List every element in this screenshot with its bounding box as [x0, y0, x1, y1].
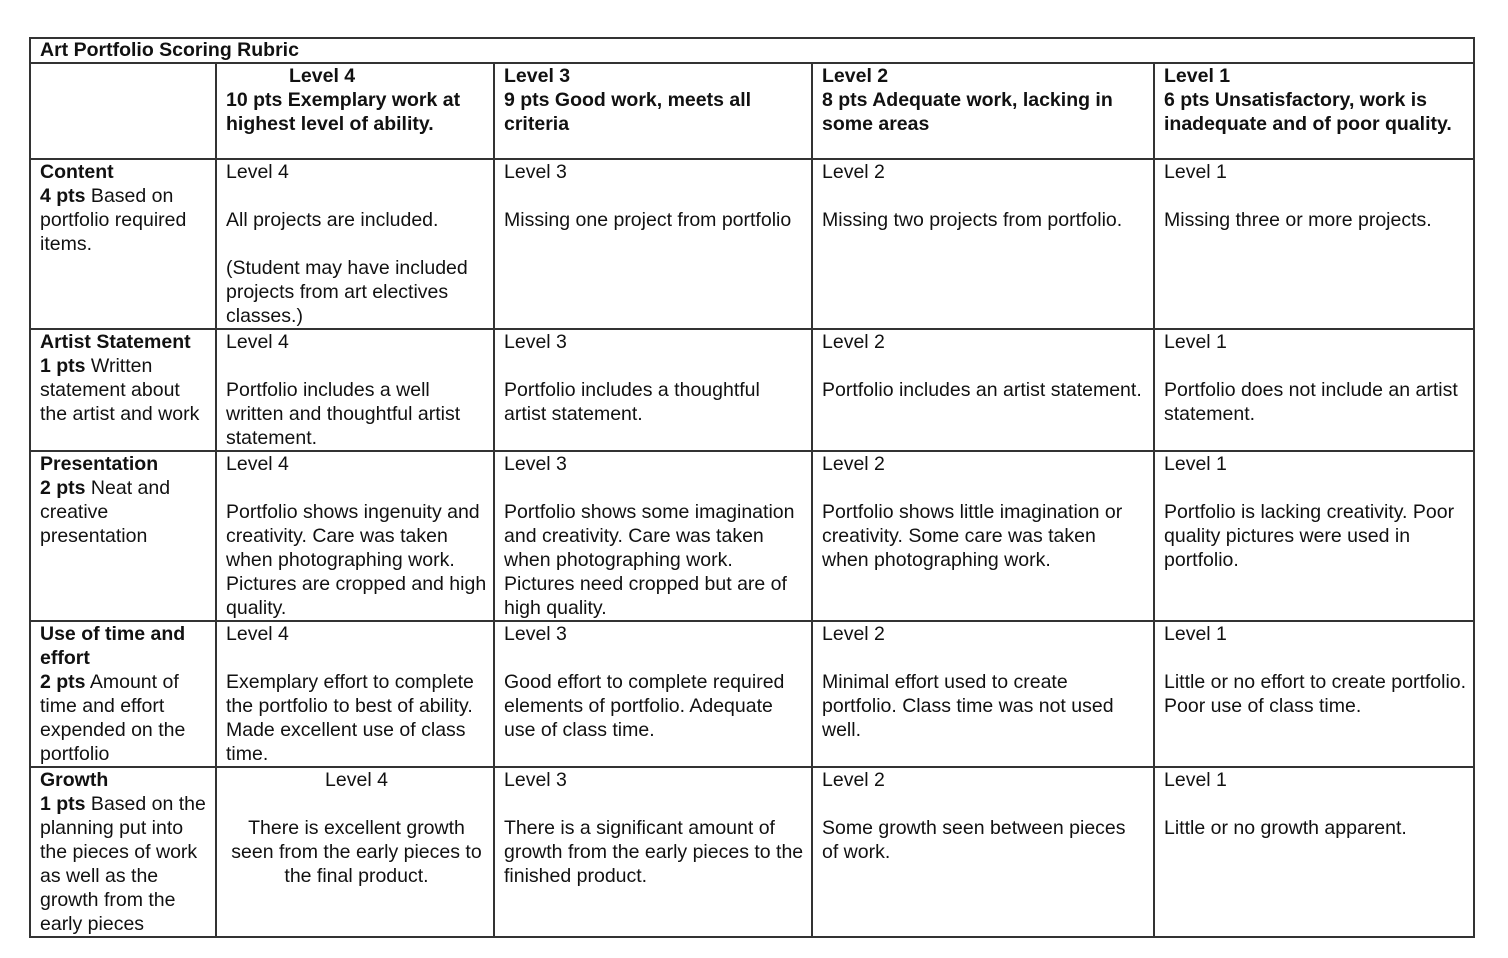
- cell-text: Portfolio does not include an artist statement.: [1164, 379, 1458, 425]
- cell-text: Portfolio shows little imagination or creativity. Some care was taken when photographing work.: [822, 501, 1123, 571]
- cell-level: Level 3: [504, 623, 567, 645]
- cell-text: Missing three or more projects.: [1164, 209, 1432, 231]
- criterion-name: Use of time and effort: [40, 623, 186, 669]
- header-empty-cell: [30, 63, 216, 159]
- score-cell: [216, 451, 494, 621]
- header-level-desc: 8 pts Adequate work, lacking in some areas: [822, 89, 1113, 135]
- table-row: [30, 767, 1474, 937]
- cell-text: Missing two projects from portfolio.: [822, 209, 1123, 231]
- criterion-points: 1 pts: [40, 355, 86, 377]
- score-cell: [812, 767, 1154, 937]
- criterion-description: [40, 792, 209, 936]
- cell-level: Level 3: [504, 453, 567, 475]
- cell-text: Little or no growth apparent.: [1164, 817, 1407, 839]
- criterion-description: [40, 476, 209, 548]
- title-row: [30, 38, 1474, 63]
- score-cell: [1154, 451, 1474, 621]
- criterion-name: Presentation: [40, 453, 159, 475]
- cell-text: Exemplary effort to complete the portfolio to best of ability. Made excellent use of class time.: [226, 671, 474, 765]
- criterion-cell: [30, 621, 216, 767]
- criterion-name: Growth: [40, 769, 109, 791]
- cell-level: Level 2: [822, 331, 885, 353]
- score-cell: [812, 159, 1154, 329]
- criterion-points: 4 pts: [40, 185, 86, 207]
- cell-level: Level 4: [226, 453, 289, 475]
- criterion-description: [40, 354, 209, 426]
- score-cell: [216, 767, 494, 937]
- table-row: [30, 329, 1474, 451]
- table-row: [30, 159, 1474, 329]
- criterion-desc-text: Amount of time and effort expended on the portfolio: [40, 671, 186, 765]
- criterion-desc-text: Written statement about the artist and work: [40, 355, 200, 425]
- cell-level: Level 3: [504, 161, 567, 183]
- score-cell: [494, 451, 812, 621]
- cell-level: Level 2: [822, 161, 885, 183]
- criterion-cell: [30, 159, 216, 329]
- criterion-desc-text: Based on the planning put into the pieces of work as well as the growth from the early pieces: [40, 793, 206, 935]
- score-cell: [216, 621, 494, 767]
- score-cell: [494, 329, 812, 451]
- score-cell: [216, 329, 494, 451]
- cell-level: Level 4: [226, 161, 289, 183]
- score-cell: [494, 767, 812, 937]
- cell-level: Level 2: [822, 769, 885, 791]
- score-cell: [1154, 767, 1474, 937]
- cell-text: Portfolio is lacking creativity. Poor quality pictures were used in portfolio.: [1164, 501, 1455, 571]
- cell-text: Portfolio includes a thoughtful artist statement.: [504, 379, 760, 425]
- cell-level: Level 2: [822, 453, 885, 475]
- header-level-label: Level 4: [289, 65, 356, 87]
- cell-level: Level 1: [1164, 769, 1227, 791]
- cell-text: Good effort to complete required elements of portfolio. Adequate use of class time.: [504, 671, 785, 741]
- criterion-points: 2 pts: [40, 671, 86, 693]
- cell-level: Level 1: [1164, 623, 1227, 645]
- criterion-cell: [30, 451, 216, 621]
- cell-text: Portfolio shows some imagination and creativity. Care was taken when photographing work. Pictures need cropped but are of high quality.: [504, 501, 795, 619]
- criterion-desc-text: Neat and creative presentation: [40, 477, 171, 547]
- cell-note: (Student may have included projects from art electives classes.): [226, 257, 468, 327]
- cell-level: Level 4: [226, 331, 289, 353]
- cell-level: Level 1: [1164, 453, 1227, 475]
- cell-text: Some growth seen between pieces of work.: [822, 817, 1126, 863]
- header-level-desc: 10 pts Exemplary work at highest level of ability.: [226, 89, 461, 135]
- criterion-name: Artist Statement: [40, 331, 191, 353]
- cell-level: Level 4: [325, 769, 388, 791]
- header-level-desc: 6 pts Unsatisfactory, work is inadequate and of poor quality.: [1164, 89, 1452, 135]
- criterion-name: Content: [40, 161, 114, 183]
- cell-level: Level 3: [504, 769, 567, 791]
- criterion-desc-text: Based on portfolio required items.: [40, 185, 187, 255]
- cell-text: Little or no effort to create portfolio. Poor use of class time.: [1164, 671, 1467, 717]
- score-cell: [812, 621, 1154, 767]
- header-level-3: [494, 63, 812, 159]
- rubric-title: Art Portfolio Scoring Rubric: [30, 38, 1474, 63]
- criterion-description: [40, 670, 209, 766]
- score-cell: [812, 329, 1154, 451]
- cell-text: Portfolio includes an artist statement.: [822, 379, 1142, 401]
- cell-text: All projects are included.: [226, 209, 439, 231]
- criterion-description: [40, 184, 209, 256]
- cell-level: Level 2: [822, 623, 885, 645]
- cell-text: Portfolio includes a well written and thoughtful artist statement.: [226, 379, 461, 449]
- cell-level: Level 3: [504, 331, 567, 353]
- header-level-4: [216, 63, 494, 159]
- score-cell: [1154, 621, 1474, 767]
- criterion-points: 1 pts: [40, 793, 86, 815]
- header-level-2: [812, 63, 1154, 159]
- header-level-label: Level 2: [822, 65, 889, 87]
- cell-text: There is excellent growth seen from the early pieces to the final product.: [231, 817, 482, 887]
- score-cell: [1154, 159, 1474, 329]
- cell-text: Missing one project from portfolio: [504, 209, 792, 231]
- cell-text: There is a significant amount of growth from the early pieces to the finished product.: [504, 817, 804, 887]
- cell-level: Level 4: [226, 623, 289, 645]
- score-cell: [812, 451, 1154, 621]
- criterion-cell: [30, 329, 216, 451]
- table-row: [30, 451, 1474, 621]
- header-level-label: Level 1: [1164, 65, 1231, 87]
- rubric-table: [29, 37, 1475, 938]
- cell-level: Level 1: [1164, 161, 1227, 183]
- table-row: [30, 621, 1474, 767]
- cell-level: Level 1: [1164, 331, 1227, 353]
- header-level-1: [1154, 63, 1474, 159]
- score-cell: [216, 159, 494, 329]
- header-level-desc: 9 pts Good work, meets all criteria: [504, 89, 752, 135]
- cell-text: Minimal effort used to create portfolio. Class time was not used well.: [822, 671, 1114, 741]
- score-cell: [1154, 329, 1474, 451]
- score-cell: [494, 621, 812, 767]
- header-level-label: Level 3: [504, 65, 571, 87]
- score-cell: [494, 159, 812, 329]
- header-row: [30, 63, 1474, 159]
- criterion-points: 2 pts: [40, 477, 86, 499]
- cell-text: Portfolio shows ingenuity and creativity. Care was taken when photographing work. Pictures are cropped and high quality.: [226, 501, 487, 619]
- criterion-cell: [30, 767, 216, 937]
